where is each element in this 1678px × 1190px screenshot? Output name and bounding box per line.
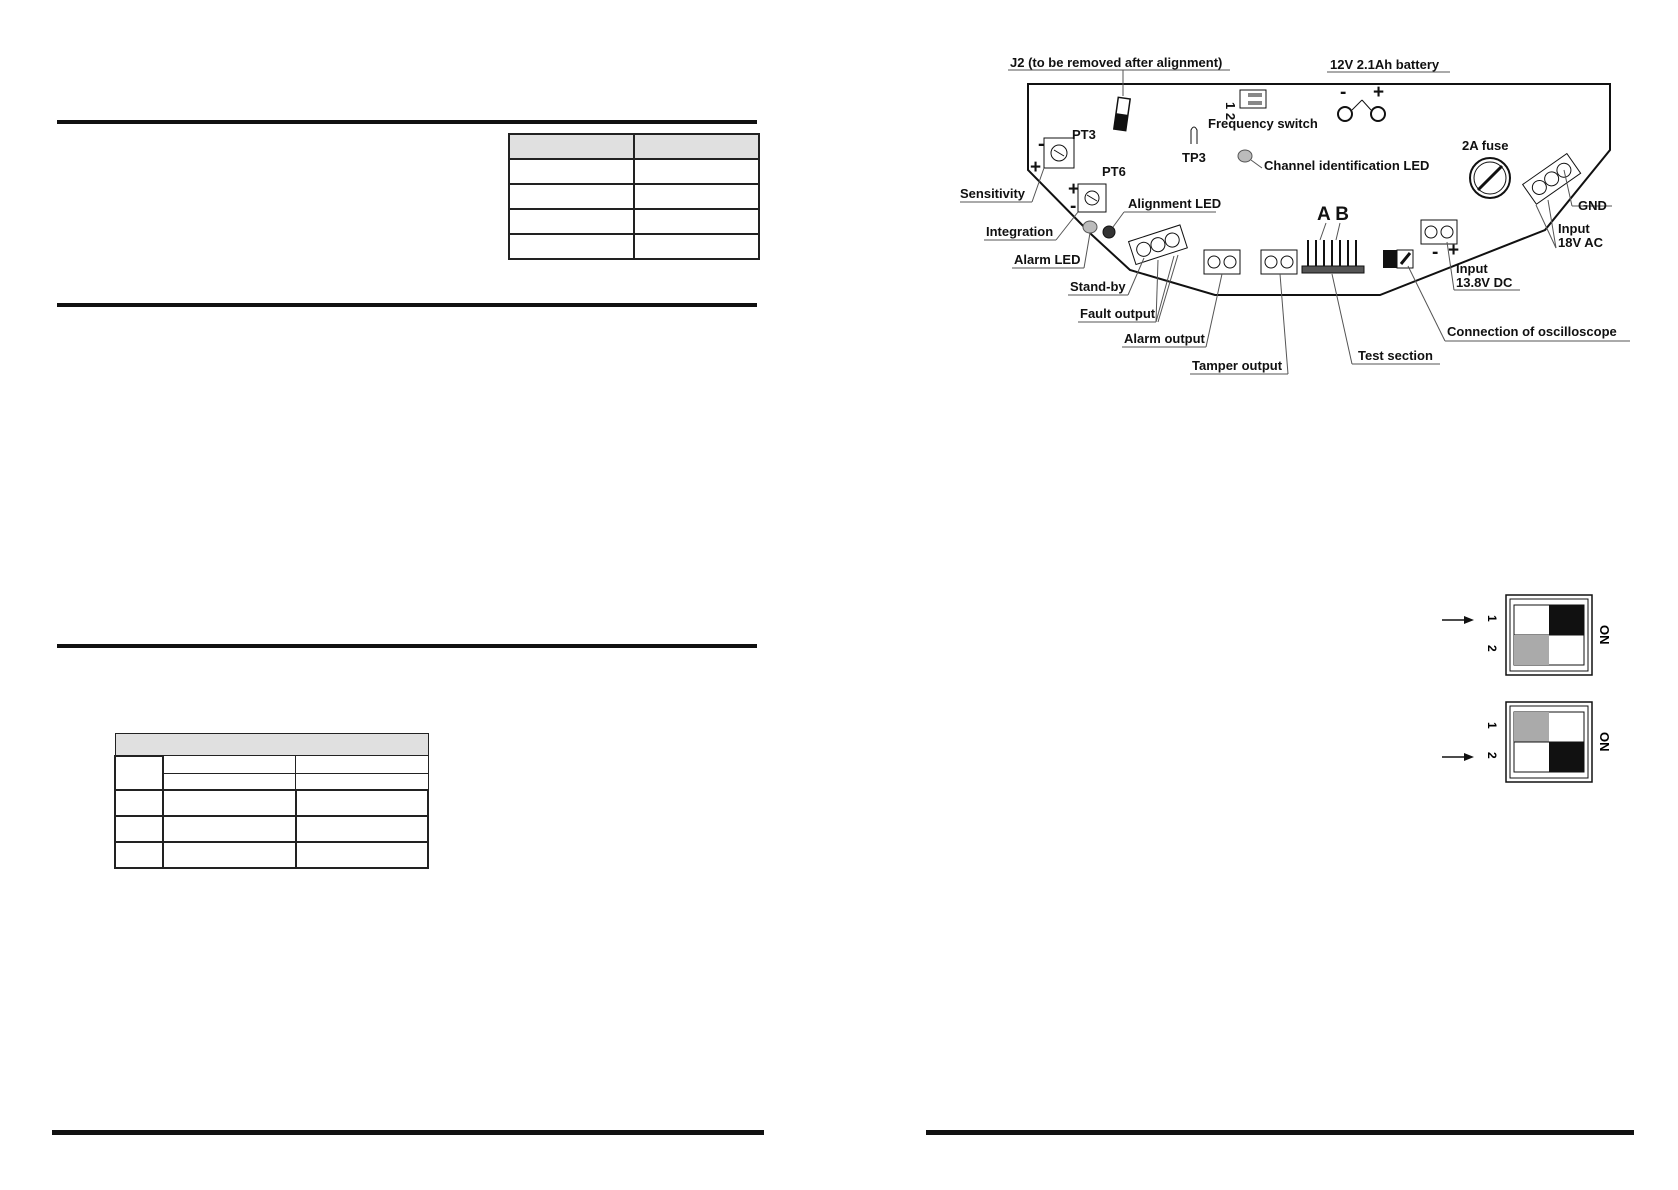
table-cell [115,842,163,868]
table-cell [296,816,429,842]
table-cell [115,756,163,790]
tp3-label: TP3 [1182,150,1206,165]
battery-label: 12V 2.1Ah battery [1330,57,1440,72]
table-cell [115,816,163,842]
table-cell [509,234,634,259]
dip2-label-2: 2 [1485,752,1499,759]
table-row [115,734,428,756]
dip1-label-2: 2 [1485,645,1499,652]
alarm-terminal [1261,250,1297,274]
test-section-pins [1308,240,1356,268]
table-row [509,209,759,234]
table-cell [634,234,759,259]
sensitivity-label: Sensitivity [960,186,1026,201]
table-cell [509,209,634,234]
gnd-label: GND [1578,198,1607,213]
fuse-label: 2A fuse [1462,138,1509,153]
table-cell [115,734,428,756]
empty-table-lower [114,733,429,869]
alarm-led-label: Alarm LED [1014,252,1081,267]
dip1-label-1: 1 [1485,615,1499,622]
table-row [115,842,428,868]
ac-input-label-2: 18V AC [1558,235,1604,250]
stand-by-label: Stand-by [1070,279,1126,294]
ac-input-label-1: Input [1558,221,1590,236]
channel-led [1238,150,1252,162]
alignment-led-label: Alignment LED [1128,196,1222,211]
table-cell [296,774,429,790]
dc-input-label-2: 13.8V DC [1456,275,1513,290]
section-rule-top [57,120,757,124]
table-cell [115,790,163,816]
oscilloscope-label: Connection of oscilloscope [1447,324,1617,339]
table-row [509,134,759,159]
table-cell [163,816,296,842]
table-cell [296,790,429,816]
table-row [509,234,759,259]
table-cell [509,134,634,159]
table-cell [163,756,296,774]
alarm-output-label: Alarm output [1124,331,1205,346]
tamper-terminal [1204,250,1240,274]
alarm-led [1083,221,1097,233]
table-cell [634,159,759,184]
battery-terminal-plus [1371,107,1385,121]
battery-minus-sign: - [1340,82,1347,103]
dip2-on-label: ON [1597,732,1612,752]
table-cell [634,134,759,159]
dip2-label-1: 1 [1485,722,1499,729]
pt3-label: PT3 [1072,127,1096,142]
page-footer-rule-left [52,1130,764,1135]
dip-switch-setting-2 [1442,700,1612,790]
table-cell [163,774,296,790]
dip1-on-label: ON [1597,625,1612,645]
dc-input-label-1: Input [1456,261,1488,276]
channel-led-label: Channel identification LED [1264,158,1430,173]
fault-output-label: Fault output [1080,306,1156,321]
section-rule-lower [57,644,757,648]
pt6-label: PT6 [1102,164,1126,179]
dc-plus: + [1448,240,1460,261]
table-cell [163,842,296,868]
board-diagram [960,50,1630,390]
tp3-point [1191,127,1197,144]
table-row [115,816,428,842]
test-section-label: Test section [1358,348,1433,363]
alignment-led [1103,226,1115,238]
battery-plus-sign: + [1373,82,1385,103]
section-rule-middle [57,303,757,307]
integration-label: Integration [986,224,1054,239]
table-row [509,184,759,209]
pt6-plus: + [1068,179,1080,200]
page-footer-rule-right [926,1130,1634,1135]
table-row [509,159,759,184]
pt3-minus: - [1038,134,1045,155]
switch-numbers: 1 2 [1223,102,1238,121]
table-cell [296,842,429,868]
output-terminal-block [1129,225,1188,265]
empty-table-upper [508,133,760,260]
freq-switch-label: Frequency switch [1208,116,1318,131]
table-cell [163,790,296,816]
table-row [115,756,428,774]
tamper-output-label: Tamper output [1192,358,1283,373]
table-cell [296,756,429,774]
frequency-switch [1240,90,1266,108]
j2-label: J2 (to be removed after alignment) [1010,55,1223,70]
dip-switch-setting-1 [1442,593,1612,683]
table-cell [634,184,759,209]
table-row [115,790,428,816]
test-ab-label: A B [1317,204,1350,225]
battery-terminal-minus [1338,107,1352,121]
table-cell [509,159,634,184]
dc-minus: - [1432,242,1439,263]
table-cell [634,209,759,234]
table-cell [509,184,634,209]
pt6-minus: - [1070,196,1077,217]
pt3-plus: + [1030,157,1042,178]
